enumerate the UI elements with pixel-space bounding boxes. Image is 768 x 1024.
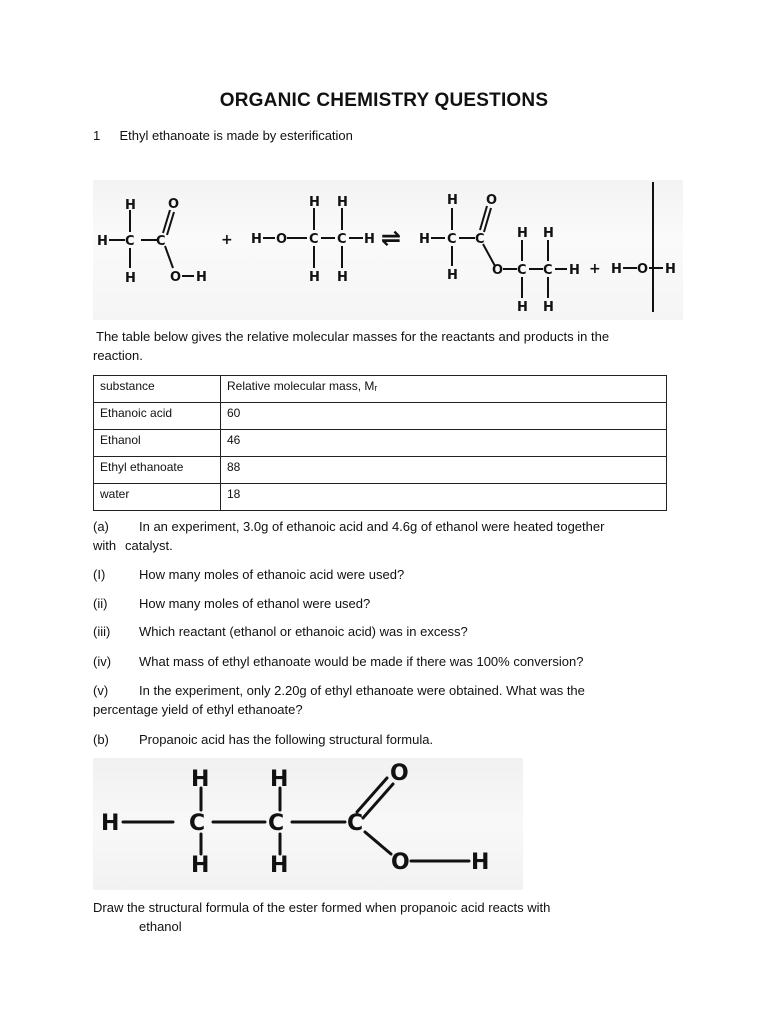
atom-c: C [517, 263, 527, 278]
table-cell: water [94, 484, 221, 511]
final-question-line-2: ethanol [139, 919, 182, 934]
sub-question-text: How many moles of ethanoic acid were used? [139, 567, 405, 582]
atom-h: H [569, 263, 580, 278]
atom-h: H [471, 850, 490, 875]
atom-c: C [447, 232, 457, 247]
atom-o: O [391, 850, 410, 875]
atom-h: H [419, 232, 430, 247]
sub-question-label: (v) [93, 683, 109, 698]
atom-h: H [191, 767, 210, 792]
atom-h: H [101, 811, 120, 836]
table-row [94, 457, 667, 484]
atom-o: O [637, 262, 649, 277]
sub-question-label: (ii) [93, 596, 108, 611]
atom-o: O [492, 263, 504, 278]
table-header-row [94, 376, 667, 403]
sub-question-i [93, 565, 404, 584]
atom-h: H [517, 226, 528, 241]
propanoic-acid-diagram [93, 758, 523, 890]
atom-o: O [486, 193, 498, 208]
part-b [93, 730, 433, 749]
sub-question-label: (iii) [93, 624, 111, 639]
atom-c: C [309, 232, 319, 247]
part-label: (a) [93, 519, 109, 534]
structural-formula-svg [93, 758, 523, 890]
atom-h: H [337, 195, 348, 210]
part-a-line-1 [93, 517, 604, 536]
sub-question-text: Which reactant (ethanol or ethanoic acid) was in excess? [139, 624, 468, 639]
part-text: catalyst. [125, 538, 173, 553]
atom-c: C [347, 811, 364, 836]
atom-h: H [543, 300, 554, 315]
sub-question-text: In the experiment, only 2.20g of ethyl ethanoate were obtained. What was the [139, 683, 585, 698]
atom-c: C [189, 811, 206, 836]
table-header-cell: Relative molecular mass, Mᵣ [221, 376, 667, 403]
atom-c: C [543, 263, 553, 278]
table-intro-line-1: The table below gives the relative molecular masses for the reactants and products in the [96, 329, 610, 344]
sub-question-text: How many moles of ethanol were used? [139, 596, 371, 611]
table-cell: Ethanol [94, 430, 221, 457]
part-text: with [93, 538, 117, 553]
atom-h: H [196, 270, 207, 285]
table-cell: 18 [221, 484, 667, 511]
part-label: (b) [93, 732, 109, 747]
atom-h: H [251, 232, 262, 247]
atom-c: C [268, 811, 285, 836]
atom-h: H [665, 262, 676, 277]
atom-h: H [364, 232, 375, 247]
atom-h: H [447, 268, 458, 283]
atom-o: O [170, 270, 182, 285]
sub-question-iv [93, 652, 583, 671]
table-cell: 46 [221, 430, 667, 457]
equilibrium-arrow-icon: ⇌ [381, 224, 402, 252]
table-header-cell: substance [94, 376, 221, 403]
atom-h: H [97, 234, 108, 249]
atom-h: H [125, 198, 136, 213]
sub-question-label: (iv) [93, 654, 112, 669]
sub-question-text: What mass of ethyl ethanoate would be made if there was 100% conversion? [139, 654, 584, 669]
atom-h: H [125, 271, 136, 286]
atom-h: H [309, 270, 320, 285]
sub-question-ii [93, 594, 370, 613]
table-intro-line-2: reaction. [93, 348, 143, 363]
atom-c: C [156, 234, 166, 249]
atom-h: H [191, 853, 210, 878]
question-1 [93, 126, 353, 145]
part-text: Propanoic acid has the following structural formula. [139, 732, 434, 747]
plus-sign: + [589, 261, 601, 277]
reaction-scheme-svg [93, 180, 683, 320]
atom-h: H [309, 195, 320, 210]
table-cell: Ethanoic acid [94, 403, 221, 430]
sub-question-v [93, 681, 585, 700]
atom-h: H [337, 270, 348, 285]
atom-o: O [168, 197, 180, 212]
question-number: 1 [93, 128, 101, 143]
molecular-mass-table [93, 375, 667, 511]
part-text: In an experiment, 3.0g of ethanoic acid and 4.6g of ethanol were heated together [139, 519, 605, 534]
table-row [94, 430, 667, 457]
sub-question-label: (I) [93, 567, 106, 582]
atom-c: C [125, 234, 135, 249]
sub-question-iii [93, 622, 468, 641]
atom-c: C [475, 232, 485, 247]
atom-h: H [270, 767, 289, 792]
atom-h: H [517, 300, 528, 315]
atom-h: H [611, 262, 622, 277]
atom-o: O [276, 232, 288, 247]
sub-question-v-line-2: percentage yield of ethyl ethanoate? [93, 702, 303, 717]
question-text: Ethyl ethanoate is made by esterification [119, 128, 353, 143]
table-cell: 60 [221, 403, 667, 430]
table-row [94, 403, 667, 430]
table-cell: Ethyl ethanoate [94, 457, 221, 484]
atom-h: H [543, 226, 554, 241]
atom-h: H [447, 193, 458, 208]
atom-h: H [270, 853, 289, 878]
final-question-line-1: Draw the structural formula of the ester formed when propanoic acid reacts with [93, 900, 551, 915]
atom-o: O [390, 761, 409, 786]
atom-c: C [337, 232, 347, 247]
part-a-line-2 [93, 536, 173, 555]
esterification-diagram [93, 180, 683, 320]
table-row [94, 484, 667, 511]
plus-sign: + [221, 232, 233, 248]
table-cell: 88 [221, 457, 667, 484]
page-title: ORGANIC CHEMISTRY QUESTIONS [219, 90, 549, 111]
